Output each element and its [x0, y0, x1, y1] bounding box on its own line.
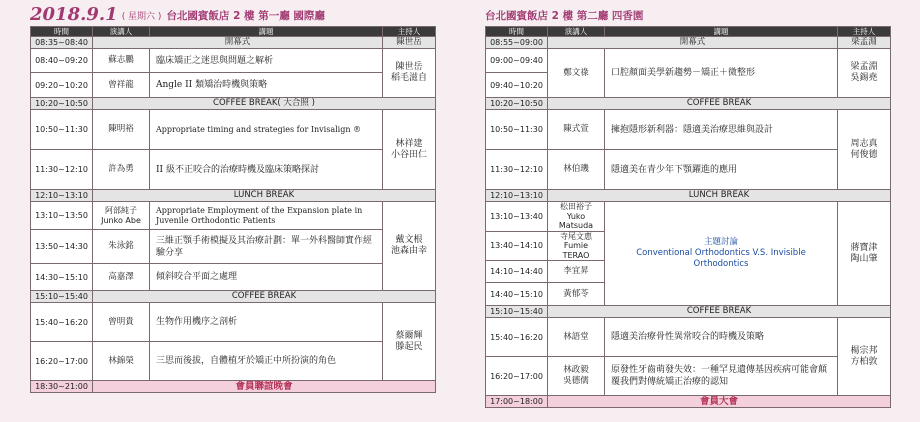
- topic-cell: 擁抱隱形新利器：隱適美治療思維與設計: [605, 110, 838, 150]
- topic-cell: 臨床矯正之迷思與問題之解析: [150, 49, 383, 73]
- topic-cell: 傾斜咬合平面之處理: [150, 264, 383, 291]
- table-row: [31, 73, 436, 98]
- table-row: [486, 306, 891, 318]
- time-cell: 15:40~16:20: [31, 303, 93, 342]
- time-cell: 16:20~17:00: [486, 357, 548, 396]
- table-row: [31, 110, 436, 150]
- panel-title: 主題討論: [703, 237, 738, 247]
- venue-right: 台北國賓飯店 2 樓 第二廳 四香園: [485, 10, 644, 22]
- speaker-cell: 曾明貴: [93, 303, 150, 342]
- topic-cell: 原發性牙齒萌發失效：一種罕見遺傳基因疾病可能會顛覆我們對傳統矯正治療的認知: [605, 357, 838, 396]
- time-cell: 09:40~10:20: [486, 73, 548, 98]
- speaker-cell: 許為勇: [93, 150, 150, 190]
- col-speaker: 演講人: [548, 27, 605, 37]
- table-row: [486, 150, 891, 190]
- speaker-cell: 黃郁苓: [548, 283, 605, 306]
- host-cell: 楊宗邦 方柏敦: [838, 318, 891, 396]
- topic-cell: 口腔顏面美學新趨勢－矯正＋微整形: [605, 49, 838, 98]
- break-label: COFFEE BREAK( 大合照 ): [93, 98, 436, 110]
- venue-left: 台北國賓飯店 2 樓 第一廳 國際廳: [166, 10, 325, 22]
- time-cell: 08:35~08:40: [31, 37, 93, 49]
- table-row: [486, 37, 891, 49]
- lunch-label: LUNCH BREAK: [93, 190, 436, 202]
- header-right: [485, 4, 643, 24]
- closing-label: 會員聯誼晚會: [93, 381, 436, 393]
- table-row: [31, 264, 436, 291]
- time-cell: 18:30~21:00: [31, 381, 93, 393]
- speaker-cell: 松田裕子 Yuko Matsuda: [548, 202, 605, 232]
- speaker-cell: 林語堂: [548, 318, 605, 357]
- time-cell: 10:20~10:50: [486, 98, 548, 110]
- table-row: [31, 230, 436, 264]
- col-topic: 講題: [605, 27, 838, 37]
- topic-cell: 隱適美治療骨性異常咬合的時機及策略: [605, 318, 838, 357]
- table-row: [486, 190, 891, 202]
- speaker-cell: 阿部純子 Junko Abe: [93, 202, 150, 230]
- time-cell: 14:10~14:40: [486, 261, 548, 283]
- event-date: 2018.9.1: [30, 4, 118, 25]
- table-row: [31, 49, 436, 73]
- break-label: COFFEE BREAK: [548, 306, 891, 318]
- host-cell: 蔡爾輝 滕起民: [383, 303, 436, 381]
- table-row: [486, 98, 891, 110]
- host-cell: 蔣寶津 陶山肇: [838, 202, 891, 306]
- speaker-cell: 林伯璣: [548, 150, 605, 190]
- col-topic: 講題: [150, 27, 383, 37]
- host-cell: 梁孟淵: [838, 37, 891, 49]
- event-weekday: ( 星期六 ): [121, 12, 162, 22]
- col-time: 時間: [31, 27, 93, 37]
- host-cell: 陳世岳: [383, 37, 436, 49]
- break-label: COFFEE BREAK: [93, 291, 436, 303]
- speaker-cell: 高嘉澤: [93, 264, 150, 291]
- speaker-cell: 寺尾文惠 Fumie TERAO: [548, 231, 605, 261]
- table-header: [31, 27, 436, 37]
- time-cell: 14:40~15:10: [486, 283, 548, 306]
- time-cell: 08:55~09:00: [486, 37, 548, 49]
- table-row: [31, 37, 436, 49]
- topic-cell: Appropriate Employment of the Expansion plate in Juvenile Orthodontic Patients: [150, 202, 383, 230]
- time-cell: 13:50~14:30: [31, 230, 93, 264]
- table-header: [486, 27, 891, 37]
- speaker-cell: 蘇志鵬: [93, 49, 150, 73]
- speaker-cell: 鄭文祿: [548, 49, 605, 98]
- time-cell: 13:10~13:40: [486, 202, 548, 232]
- host-cell: 林祥建 小谷田仁: [383, 110, 436, 190]
- host-cell: 陳世岳 稻毛滋自: [383, 49, 436, 98]
- host-cell: 戴文根 池森由幸: [383, 202, 436, 291]
- speaker-cell: 李宜昇: [548, 261, 605, 283]
- table-row: [31, 342, 436, 381]
- time-cell: 14:30~15:10: [31, 264, 93, 291]
- time-cell: 10:50~11:30: [486, 110, 548, 150]
- topic-cell: Appropriate timing and strategies for Invisalign ®: [150, 110, 383, 150]
- time-cell: 17:00~18:00: [486, 396, 548, 408]
- closing-label: 會員大會: [548, 396, 891, 408]
- table-row: [486, 318, 891, 357]
- schedule-table-left: [30, 26, 435, 393]
- speaker-cell: 曾祥龍: [93, 73, 150, 98]
- speaker-cell: 陳式萱: [548, 110, 605, 150]
- time-cell: 15:10~15:40: [486, 306, 548, 318]
- host-cell: 周志真 何俊德: [838, 110, 891, 190]
- break-label: COFFEE BREAK: [548, 98, 891, 110]
- time-cell: 15:40~16:20: [486, 318, 548, 357]
- time-cell: 16:20~17:00: [31, 342, 93, 381]
- table-row: [31, 98, 436, 110]
- panel-topic-cell: [605, 202, 838, 306]
- speaker-cell: 陳明裕: [93, 110, 150, 150]
- speaker-cell: 林政毅 吳德儒: [548, 357, 605, 396]
- speaker-cell: 朱泳銘: [93, 230, 150, 264]
- col-time: 時間: [486, 27, 548, 37]
- panel-subtitle: Conventional Orthodontics V.S. Invisible Orthodontics: [636, 248, 806, 269]
- table-row: [486, 49, 891, 73]
- topic-cell: 隱適美在青少年下顎躍進的應用: [605, 150, 838, 190]
- table-row: [31, 190, 436, 202]
- time-cell: 09:00~09:40: [486, 49, 548, 73]
- table-row: [31, 381, 436, 393]
- opening-label: 開幕式: [93, 37, 383, 49]
- table-row: [486, 396, 891, 408]
- table-row: [486, 357, 891, 396]
- topic-cell: II 級不正咬合的治療時機及臨床策略探討: [150, 150, 383, 190]
- time-cell: 10:50~11:30: [31, 110, 93, 150]
- time-cell: 10:20~10:50: [31, 98, 93, 110]
- table-row: [31, 150, 436, 190]
- topic-cell: 三思而後拔，自體植牙於矯正中所扮演的角色: [150, 342, 383, 381]
- table-row: [486, 110, 891, 150]
- topic-cell: 生物作用機序之剖析: [150, 303, 383, 342]
- lunch-label: LUNCH BREAK: [548, 190, 891, 202]
- time-cell: 12:10~13:10: [486, 190, 548, 202]
- time-cell: 13:40~14:10: [486, 231, 548, 261]
- time-cell: 13:10~13:50: [31, 202, 93, 230]
- time-cell: 12:10~13:10: [31, 190, 93, 202]
- col-host: 主持人: [838, 27, 891, 37]
- table-row: [31, 303, 436, 342]
- time-cell: 15:10~15:40: [31, 291, 93, 303]
- table-row: [31, 202, 436, 230]
- time-cell: 11:30~12:10: [31, 150, 93, 190]
- time-cell: 09:20~10:20: [31, 73, 93, 98]
- col-speaker: 演講人: [93, 27, 150, 37]
- table-row: [486, 202, 891, 232]
- header-left: [30, 4, 325, 24]
- col-host: 主持人: [383, 27, 436, 37]
- host-cell: 梁孟淵 吳錫堯: [838, 49, 891, 98]
- topic-cell: 三維正顎手術模擬及其治療計劃：單一外科醫師實作經驗分享: [150, 230, 383, 264]
- table-row: [31, 291, 436, 303]
- schedule-table-right: [485, 26, 890, 408]
- time-cell: 11:30~12:10: [486, 150, 548, 190]
- time-cell: 08:40~09:20: [31, 49, 93, 73]
- speaker-cell: 林錦榮: [93, 342, 150, 381]
- opening-label: 開幕式: [548, 37, 838, 49]
- topic-cell: Angle II 類矯治時機與策略: [150, 73, 383, 98]
